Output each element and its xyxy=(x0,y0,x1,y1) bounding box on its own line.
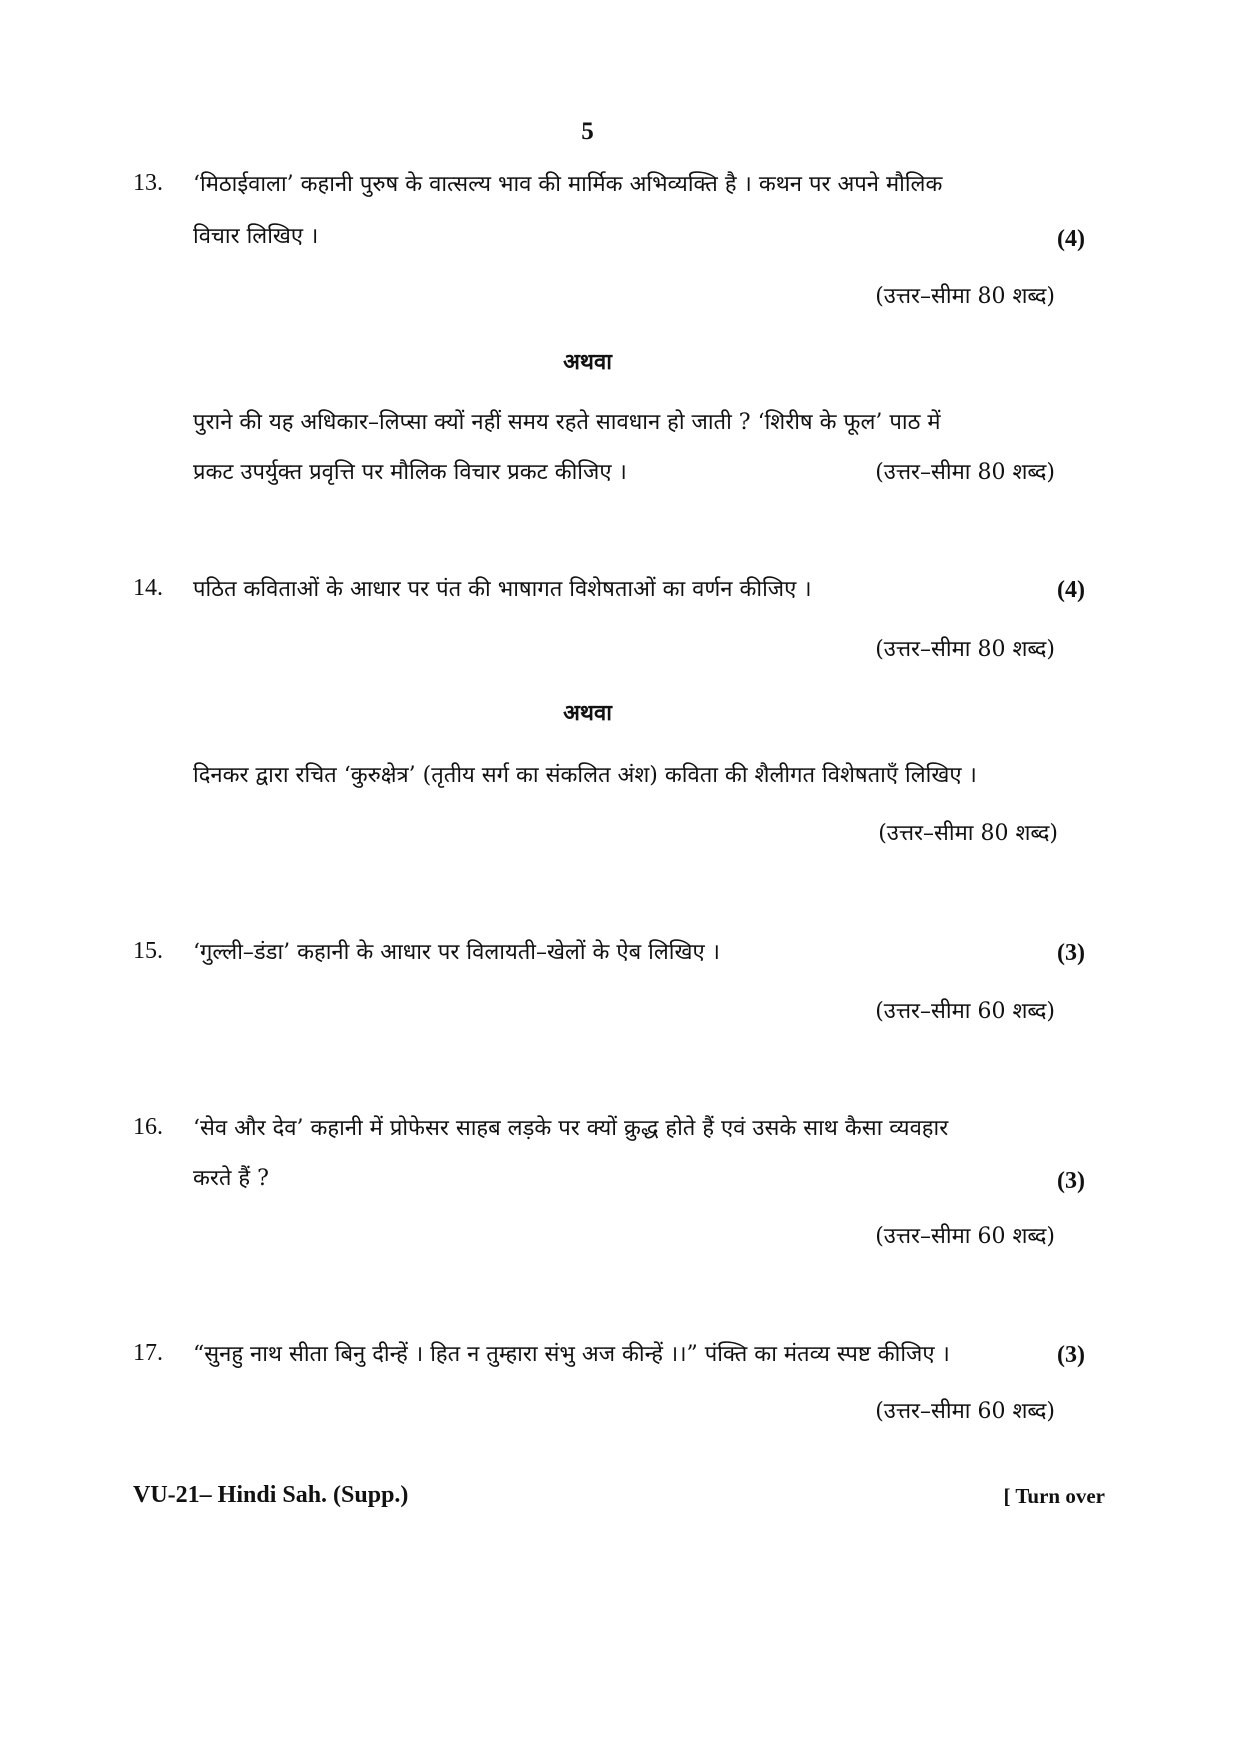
marks: (4) xyxy=(1057,577,1085,603)
question-text-line: ‘सेव और देव’ कहानी में प्रोफेसर साहब लड़के पर क्यों क्रुद्ध होते हैं एवं उसके साथ कैसा व्यवहार xyxy=(193,1116,949,1141)
or-label: अथवा xyxy=(563,700,612,726)
answer-limit: (उत्तर–सीमा 80 शब्द) xyxy=(878,821,1058,846)
question-text-line: ‘मिठाईवाला’ कहानी पुरुष के वात्सल्य भाव की मार्मिक अभिव्यक्ति है । कथन पर अपने मौलिक xyxy=(193,172,943,197)
answer-limit: (उत्तर–सीमा 80 शब्द) xyxy=(875,637,1055,662)
question-text-line: प्रकट उपर्युक्त प्रवृत्ति पर मौलिक विचार प्रकट कीजिए । xyxy=(193,460,627,485)
question-number: 15. xyxy=(133,938,163,964)
question-text-line: पठित कविताओं के आधार पर पंत की भाषागत विशेषताओं का वर्णन कीजिए । xyxy=(193,577,812,602)
marks: (4) xyxy=(1057,226,1085,252)
paper-code: VU-21– Hindi Sah. (Supp.) xyxy=(133,1482,409,1508)
question-number: 14. xyxy=(133,575,163,601)
answer-limit: (उत्तर–सीमा 60 शब्द) xyxy=(875,1224,1055,1249)
question-text-line: दिनकर द्वारा रचित ‘कुरुक्षेत्र’ (तृतीय सर्ग का संकलित अंश) कविता की शैलीगत विशेषताएँ लिखिए । xyxy=(193,763,977,788)
marks: (3) xyxy=(1057,1168,1085,1194)
question-text-line: “सुनहु नाथ सीता बिनु दीन्हें । हित न तुम्हारा संभु अज कीन्हें ।।” पंक्ति का मंतव्य स्पष्ट कीजिए । xyxy=(193,1342,950,1367)
answer-limit: (उत्तर–सीमा 80 शब्द) xyxy=(875,284,1055,309)
question-text-line: पुराने की यह अधिकार–लिप्सा क्यों नहीं समय रहते सावधान हो जाती ? ‘शिरीष के फूल’ पाठ में xyxy=(193,410,941,435)
page-number: 5 xyxy=(581,118,594,145)
turn-over-note: [ Turn over xyxy=(1003,1484,1105,1508)
answer-limit: (उत्तर–सीमा 60 शब्द) xyxy=(875,999,1055,1024)
answer-limit: (उत्तर–सीमा 60 शब्द) xyxy=(875,1399,1055,1424)
question-text-line: ‘गुल्ली–डंडा’ कहानी के आधार पर विलायती–खेलों के ऐब लिखिए । xyxy=(193,940,720,965)
question-text-line: विचार लिखिए । xyxy=(193,224,319,249)
question-number: 17. xyxy=(133,1340,163,1366)
question-number: 16. xyxy=(133,1114,163,1140)
question-number: 13. xyxy=(133,170,163,196)
or-label: अथवा xyxy=(563,349,612,375)
answer-limit: (उत्तर–सीमा 80 शब्द) xyxy=(875,460,1055,485)
question-text-line: करते हैं ? xyxy=(193,1166,269,1191)
marks: (3) xyxy=(1057,1342,1085,1368)
marks: (3) xyxy=(1057,940,1085,966)
